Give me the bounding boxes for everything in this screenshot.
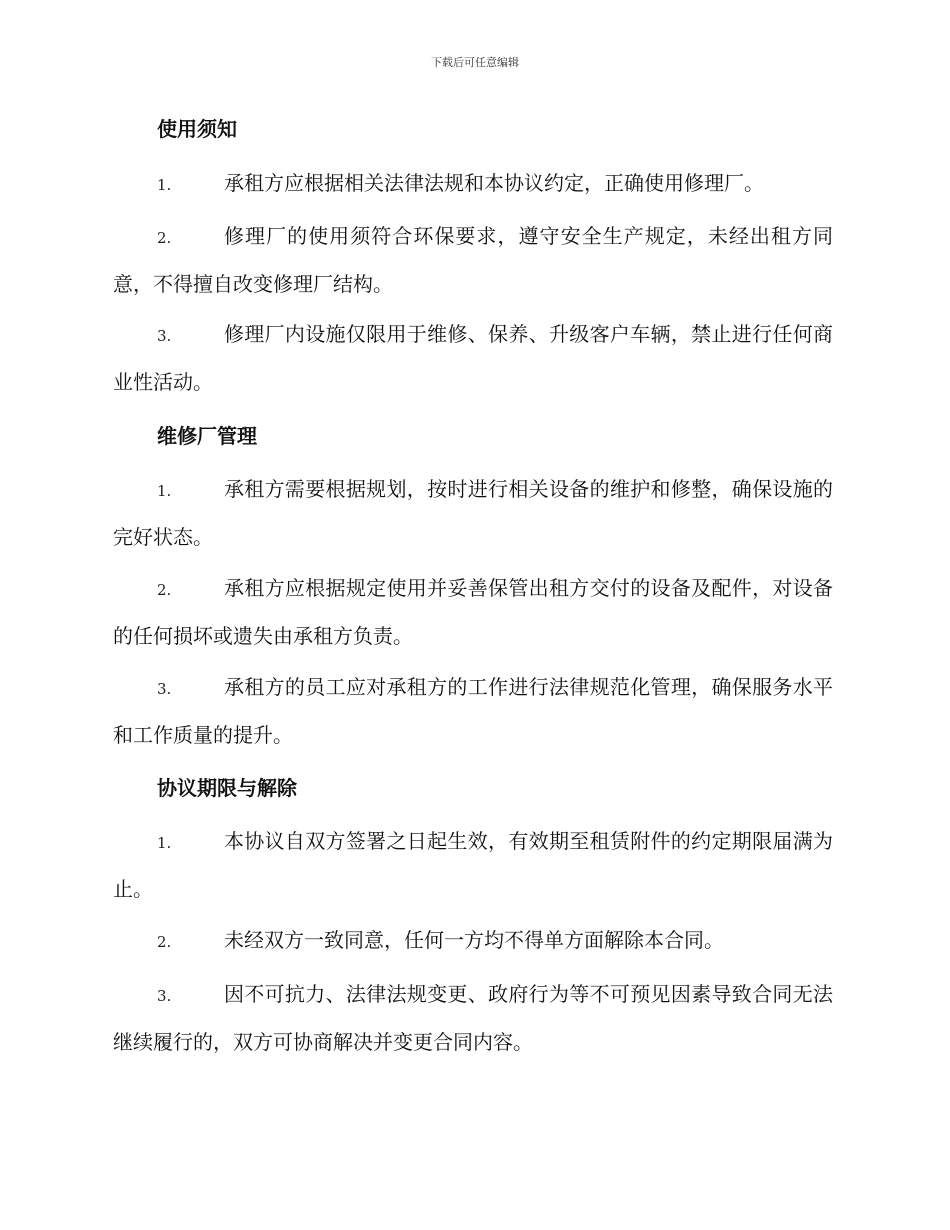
item-text: 因不可抗力、法律法规变更、政府行为等不可预见因素导致合同无法继续履行的，双方可协商解决并变更合同内容。 — [113, 982, 833, 1054]
item-text: 承租方应根据相关法律法规和本协议约定，正确使用修理厂。 — [224, 171, 764, 195]
item-number: 1. — [157, 834, 172, 852]
section-title-usage: 使用须知 — [157, 117, 237, 141]
item-text: 承租方的员工应对承租方的工作进行法律规范化管理，确保服务水平和工作质量的提升。 — [113, 675, 833, 747]
item-text: 未经双方一致同意，任何一方均不得单方面解除本合同。 — [224, 928, 724, 952]
section-title-management: 维修厂管理 — [157, 424, 257, 448]
item-number: 2. — [157, 229, 172, 247]
section-title-term: 协议期限与解除 — [157, 776, 297, 800]
item-text: 承租方需要根据规划，按时进行相关设备的维护和修整，确保设施的完好状态。 — [113, 477, 833, 549]
item-number: 2. — [157, 581, 172, 599]
item-number: 2. — [157, 933, 172, 951]
item-number: 3. — [157, 987, 172, 1005]
item-text: 本协议自双方签署之日起生效，有效期至租赁附件的约定期限届满为止。 — [113, 829, 833, 901]
item-number: 3. — [157, 327, 172, 345]
item-text: 修理厂内设施仅限用于维修、保养、升级客户车辆，禁止进行任何商业性活动。 — [113, 322, 833, 394]
item-text: 承租方应根据规定使用并妥善保管出租方交付的设备及配件，对设备的任何损坏或遗失由承租方负责。 — [113, 576, 833, 648]
item-text: 修理厂的使用须符合环保要求，遵守安全生产规定，未经出租方同意，不得擅自改变修理厂结构。 — [113, 224, 833, 296]
item-number: 1. — [157, 176, 172, 194]
header-note: 下载后可任意编辑 — [431, 56, 519, 69]
item-number: 1. — [157, 482, 172, 500]
item-number: 3. — [157, 680, 172, 698]
